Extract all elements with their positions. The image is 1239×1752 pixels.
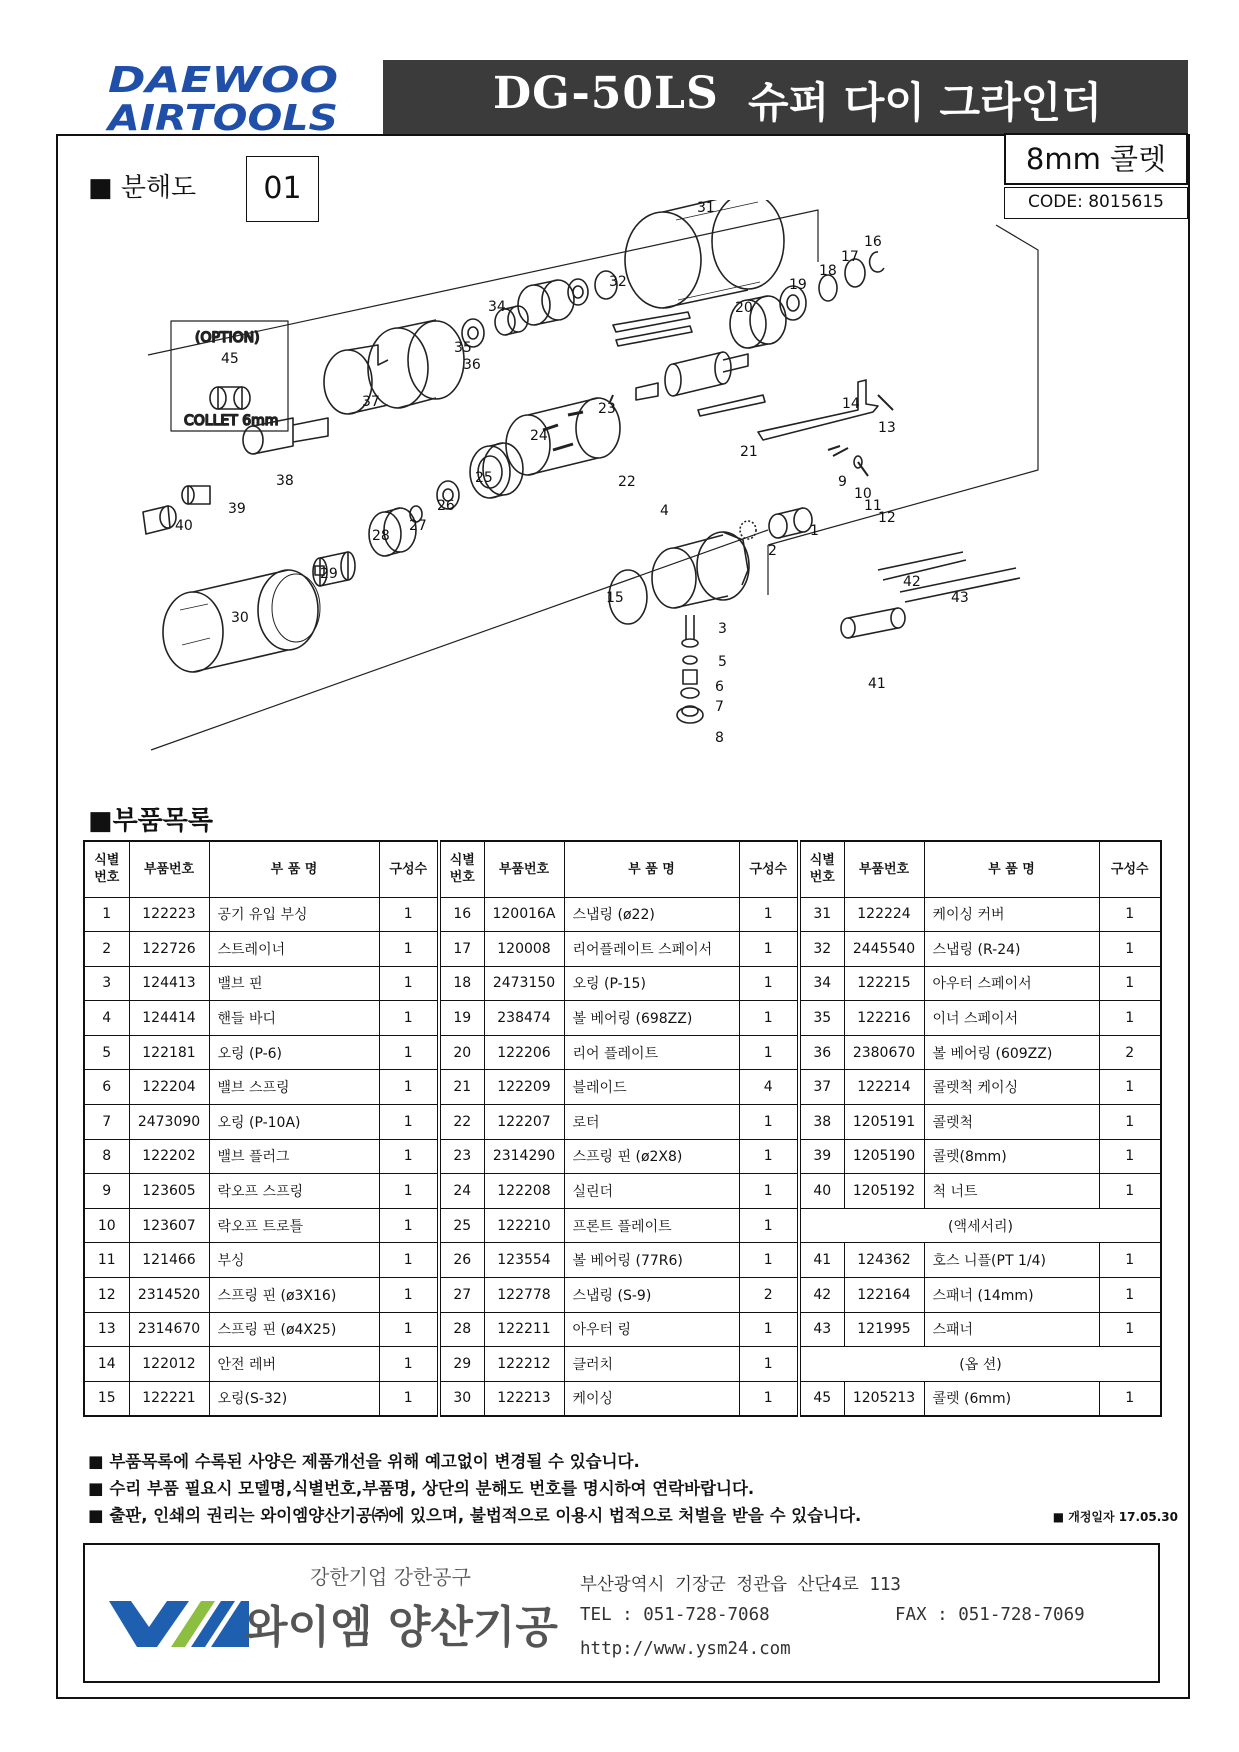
table-row [84, 1001, 1161, 1036]
part-id-cell: 4 [84, 1001, 129, 1036]
part-name-cell: 오링 (P-15) [564, 966, 739, 1001]
part-number-cell: 122778 [484, 1278, 564, 1313]
part-number-cell: 120008 [484, 932, 564, 967]
part-number-cell: 2314290 [484, 1139, 564, 1174]
part-id-cell: 35 [799, 1001, 844, 1036]
part-id-cell: 29 [439, 1347, 484, 1382]
notes [88, 1448, 1178, 1529]
svg-text:15: 15 [606, 590, 624, 606]
quantity-cell: 1 [739, 1001, 799, 1036]
company-address: 부산광역시 기장군 정관읍 산단4로 113 [580, 1575, 901, 1595]
svg-text:3: 3 [718, 621, 727, 637]
part-number-cell: 124413 [129, 966, 209, 1001]
part-name-cell: 스프링 핀 (ø2X8) [564, 1139, 739, 1174]
quantity-cell: 1 [379, 1035, 439, 1070]
note-repair-contact: ■ 수리 부품 필요시 모델명,식별번호,부품명, 상단의 분해도 번호를 명시하여 연락바랍니다. [88, 1479, 755, 1498]
part-number-cell: 122207 [484, 1105, 564, 1140]
quantity-cell: 1 [739, 1139, 799, 1174]
svg-text:22: 22 [618, 474, 636, 490]
svg-text:41: 41 [868, 676, 886, 692]
part-name-cell: 부싱 [209, 1243, 379, 1278]
title-bar [383, 60, 1188, 134]
part-id-cell: 28 [439, 1312, 484, 1347]
part-number-cell: 122726 [129, 932, 209, 967]
part-name-cell: 오링 (P-6) [209, 1035, 379, 1070]
svg-text:26: 26 [437, 498, 455, 514]
svg-text:35: 35 [454, 340, 472, 356]
part-id-cell: 5 [84, 1035, 129, 1070]
part-id-cell: 37 [799, 1070, 844, 1105]
part-name-cell: 스패너 [924, 1312, 1099, 1347]
section-label: (옵 션) [799, 1347, 1161, 1382]
part-number-cell: 1205190 [844, 1139, 924, 1174]
part-name-cell: 핸들 바디 [209, 1001, 379, 1036]
svg-text:2: 2 [768, 543, 777, 559]
exploded-view-title: ■ 분해도 [88, 173, 197, 203]
part-id-cell: 13 [84, 1312, 129, 1347]
table-row [84, 1174, 1161, 1209]
parts-list-title: ■부품목록 [88, 806, 214, 836]
quantity-header: 구성수 [379, 841, 439, 897]
part-id-cell: 31 [799, 897, 844, 932]
svg-text:4: 4 [660, 503, 669, 519]
svg-text:30: 30 [231, 610, 249, 626]
quantity-cell: 1 [739, 1243, 799, 1278]
part-number-cell: 122181 [129, 1035, 209, 1070]
svg-text:38: 38 [276, 473, 294, 489]
svg-text:16: 16 [864, 234, 882, 250]
exploded-diagram [58, 200, 1188, 840]
part-number-cell: 122210 [484, 1208, 564, 1243]
table-row [84, 1312, 1161, 1347]
part-number-cell: 122213 [484, 1381, 564, 1416]
svg-text:6: 6 [715, 679, 724, 695]
svg-text:25: 25 [475, 470, 493, 486]
svg-text:37: 37 [362, 394, 380, 410]
part-name-cell: 락오프 트로틀 [209, 1208, 379, 1243]
part-number-cell: 122224 [844, 897, 924, 932]
svg-text:19: 19 [789, 277, 807, 293]
part-name-cell: 볼 베어링 (698ZZ) [564, 1001, 739, 1036]
table-header-row [84, 841, 1161, 897]
part-name-cell: 스냅링 (S-9) [564, 1278, 739, 1313]
part-number-cell: 2473090 [129, 1105, 209, 1140]
part-name-cell: 스트레이너 [209, 932, 379, 967]
table-row [84, 1243, 1161, 1278]
quantity-cell: 1 [379, 1001, 439, 1036]
quantity-cell: 1 [1099, 1139, 1161, 1174]
part-id-cell: 40 [799, 1174, 844, 1209]
parts-table [83, 840, 1162, 1417]
part-id-cell: 22 [439, 1105, 484, 1140]
quantity-cell: 1 [1099, 1070, 1161, 1105]
quantity-cell: 1 [1099, 966, 1161, 1001]
quantity-cell: 1 [1099, 1174, 1161, 1209]
quantity-cell: 1 [379, 1070, 439, 1105]
part-number-cell: 122202 [129, 1139, 209, 1174]
svg-text:10: 10 [854, 486, 872, 502]
table-row [84, 1278, 1161, 1313]
part-id-cell: 14 [84, 1347, 129, 1382]
part-id-cell: 11 [84, 1243, 129, 1278]
svg-text:11: 11 [864, 498, 882, 514]
note-copyright: ■ 출판, 인쇄의 권리는 와이엠양산기공㈜에 있으며, 불법적으로 이용시 법적으로 처벌을 받을 수 있습니다. [88, 1506, 862, 1525]
section-label: (액세서리) [799, 1208, 1161, 1243]
quantity-header: 구성수 [1099, 841, 1161, 897]
part-name-header: 부 품 명 [564, 841, 739, 897]
part-id-cell: 24 [439, 1174, 484, 1209]
part-number-cell: 2314520 [129, 1278, 209, 1313]
part-name-cell: 리어 플레이트 [564, 1035, 739, 1070]
part-number-cell: 122204 [129, 1070, 209, 1105]
revision-date: ■ 개정일자 17.05.30 [1052, 1510, 1178, 1524]
svg-text:20: 20 [735, 300, 753, 316]
quantity-cell: 1 [739, 966, 799, 1001]
part-name-cell: 밸브 핀 [209, 966, 379, 1001]
company-tel: TEL : 051-728-7068 [580, 1605, 770, 1625]
part-number-header: 부품번호 [129, 841, 209, 897]
part-name-cell: 콜렛척 [924, 1105, 1099, 1140]
part-name-cell: 볼 베어링 (609ZZ) [924, 1035, 1099, 1070]
svg-text:9: 9 [838, 474, 847, 490]
part-name-cell: 리어플레이트 스페이서 [564, 932, 739, 967]
quantity-cell: 1 [379, 1139, 439, 1174]
part-number-cell: 122212 [484, 1347, 564, 1382]
part-name-cell: 오링 (P-10A) [209, 1105, 379, 1140]
company-url[interactable]: http://www.ysm24.com [580, 1639, 791, 1659]
svg-text:1: 1 [810, 523, 819, 539]
svg-text:13: 13 [878, 420, 896, 436]
quantity-cell: 1 [739, 1312, 799, 1347]
company-slogan: 강한기업 강한공구 [310, 1565, 471, 1589]
quantity-cell: 1 [739, 1347, 799, 1382]
part-number-cell: 122012 [129, 1347, 209, 1382]
part-number-cell: 123607 [129, 1208, 209, 1243]
svg-text:40: 40 [175, 518, 193, 534]
part-id-cell: 2 [84, 932, 129, 967]
table-row [84, 897, 1161, 932]
part-id-cell: 15 [84, 1381, 129, 1416]
part-number-cell: 122208 [484, 1174, 564, 1209]
part-name-cell: 공기 유입 부싱 [209, 897, 379, 932]
part-name-cell: 아우터 스페이서 [924, 966, 1099, 1001]
part-id-cell: 1 [84, 897, 129, 932]
collet-size: 8mm 콜렛 [1004, 133, 1188, 185]
part-name-cell: 안전 레버 [209, 1347, 379, 1382]
part-name-cell: 아우터 링 [564, 1312, 739, 1347]
part-number-header: 부품번호 [484, 841, 564, 897]
svg-text:45: 45 [221, 351, 239, 367]
svg-text:31: 31 [697, 200, 715, 216]
part-id-cell: 30 [439, 1381, 484, 1416]
part-number-cell: 124362 [844, 1243, 924, 1278]
svg-text:COLLET 6mm: COLLET 6mm [184, 413, 279, 429]
svg-text:18: 18 [819, 263, 837, 279]
part-name-cell: 볼 베어링 (77R6) [564, 1243, 739, 1278]
part-number-cell: 1205191 [844, 1105, 924, 1140]
part-number-cell: 2380670 [844, 1035, 924, 1070]
part-id-cell: 12 [84, 1278, 129, 1313]
table-row [84, 966, 1161, 1001]
quantity-cell: 1 [1099, 1381, 1161, 1416]
part-name-cell: 이너 스페이서 [924, 1001, 1099, 1036]
part-name-cell: 호스 니플(PT 1/4) [924, 1243, 1099, 1278]
part-number-cell: 121995 [844, 1312, 924, 1347]
part-id-cell: 25 [439, 1208, 484, 1243]
svg-text:28: 28 [372, 528, 390, 544]
svg-text:5: 5 [718, 654, 727, 670]
part-id-cell: 20 [439, 1035, 484, 1070]
quantity-cell: 1 [739, 1105, 799, 1140]
quantity-cell: 1 [739, 1208, 799, 1243]
part-number-cell: 123605 [129, 1174, 209, 1209]
sheet-number: 01 [246, 156, 319, 222]
part-name-header: 부 품 명 [924, 841, 1099, 897]
svg-text:17: 17 [841, 249, 859, 265]
quantity-cell: 1 [1099, 932, 1161, 967]
svg-text:42: 42 [903, 574, 921, 590]
part-name-cell: 스패너 (14mm) [924, 1278, 1099, 1313]
svg-text:12: 12 [878, 510, 896, 526]
part-name-cell: 케이싱 [564, 1381, 739, 1416]
quantity-cell: 1 [739, 1035, 799, 1070]
part-number-cell: 120016A [484, 897, 564, 932]
table-row [84, 1381, 1161, 1416]
part-number-cell: 122206 [484, 1035, 564, 1070]
part-id-cell: 39 [799, 1139, 844, 1174]
no-header: 식별 번호 [84, 841, 129, 897]
quantity-cell: 1 [1099, 1243, 1161, 1278]
no-header: 식별 번호 [439, 841, 484, 897]
quantity-cell: 1 [1099, 1278, 1161, 1313]
quantity-cell: 1 [379, 1243, 439, 1278]
part-id-cell: 3 [84, 966, 129, 1001]
part-number-cell: 124414 [129, 1001, 209, 1036]
part-number-cell: 123554 [484, 1243, 564, 1278]
part-name-cell: 락오프 스프링 [209, 1174, 379, 1209]
part-id-cell: 18 [439, 966, 484, 1001]
svg-text:8: 8 [715, 730, 724, 746]
part-name-cell: 클러치 [564, 1347, 739, 1382]
svg-text:32: 32 [609, 274, 627, 290]
part-id-cell: 32 [799, 932, 844, 967]
part-number-cell: 238474 [484, 1001, 564, 1036]
part-id-cell: 36 [799, 1035, 844, 1070]
part-number-cell: 122223 [129, 897, 209, 932]
part-number-header: 부품번호 [844, 841, 924, 897]
note-spec-change: ■ 부품목록에 수록된 사양은 제품개선을 위해 예고없이 변경될 수 있습니다. [88, 1452, 640, 1471]
quantity-cell: 4 [739, 1070, 799, 1105]
svg-text:21: 21 [740, 444, 758, 460]
part-id-cell: 7 [84, 1105, 129, 1140]
table-row [84, 1208, 1161, 1243]
product-name: 슈퍼 다이 그라인더 [748, 78, 1102, 127]
part-name-cell: 블레이드 [564, 1070, 739, 1105]
quantity-cell: 1 [379, 1105, 439, 1140]
company-name: 와이엠 양산기공 [245, 1602, 558, 1653]
quantity-cell: 1 [379, 1381, 439, 1416]
part-number-cell: 2314670 [129, 1312, 209, 1347]
quantity-cell: 1 [379, 932, 439, 967]
svg-text:23: 23 [598, 401, 616, 417]
quantity-cell: 1 [379, 1278, 439, 1313]
quantity-cell: 1 [379, 1208, 439, 1243]
part-name-cell: 밸브 스프링 [209, 1070, 379, 1105]
part-number-cell: 122211 [484, 1312, 564, 1347]
table-row [84, 1105, 1161, 1140]
part-name-cell: 척 너트 [924, 1174, 1099, 1209]
ym-logo [109, 1597, 249, 1651]
model-name: DG-50LS [493, 68, 719, 119]
table-row [84, 1139, 1161, 1174]
svg-text:34: 34 [488, 299, 506, 315]
svg-text:24: 24 [530, 428, 548, 444]
quantity-cell: 1 [1099, 1001, 1161, 1036]
part-number-cell: 2473150 [484, 966, 564, 1001]
svg-text:(OPTION): (OPTION) [195, 330, 260, 346]
part-id-cell: 27 [439, 1278, 484, 1313]
quantity-cell: 1 [379, 897, 439, 932]
part-id-cell: 26 [439, 1243, 484, 1278]
part-number-cell: 122221 [129, 1381, 209, 1416]
svg-text:14: 14 [842, 396, 860, 412]
quantity-cell: 1 [379, 1174, 439, 1209]
quantity-cell: 1 [739, 932, 799, 967]
daewoo-airtools-logo [104, 58, 344, 134]
part-name-cell: 콜렛(8mm) [924, 1139, 1099, 1174]
part-number-cell: 122214 [844, 1070, 924, 1105]
product-code: CODE: 8015615 [1004, 187, 1188, 219]
table-row [84, 1035, 1161, 1070]
svg-text:29: 29 [320, 566, 338, 582]
company-footer [83, 1543, 1160, 1683]
quantity-cell: 2 [1099, 1035, 1161, 1070]
no-header: 식별 번호 [799, 841, 844, 897]
quantity-cell: 1 [739, 1174, 799, 1209]
part-number-cell: 1205213 [844, 1381, 924, 1416]
part-id-cell: 23 [439, 1139, 484, 1174]
svg-text:43: 43 [951, 590, 969, 606]
quantity-cell: 1 [1099, 897, 1161, 932]
part-number-cell: 122215 [844, 966, 924, 1001]
svg-text:AIRTOOLS: AIRTOOLS [104, 98, 338, 134]
part-name-cell: 실린더 [564, 1174, 739, 1209]
part-id-cell: 17 [439, 932, 484, 967]
svg-text:DAEWOO: DAEWOO [108, 60, 338, 101]
part-name-cell: 스냅링 (R-24) [924, 932, 1099, 967]
table-row [84, 1347, 1161, 1382]
part-name-cell: 스프링 핀 (ø3X16) [209, 1278, 379, 1313]
part-name-cell: 오링(S-32) [209, 1381, 379, 1416]
part-name-cell: 스프링 핀 (ø4X25) [209, 1312, 379, 1347]
part-number-cell: 121466 [129, 1243, 209, 1278]
part-name-header: 부 품 명 [209, 841, 379, 897]
part-id-cell: 10 [84, 1208, 129, 1243]
part-id-cell: 9 [84, 1174, 129, 1209]
svg-text:39: 39 [228, 501, 246, 517]
part-name-cell: 스냅링 (ø22) [564, 897, 739, 932]
part-number-cell: 122164 [844, 1278, 924, 1313]
quantity-cell: 2 [739, 1278, 799, 1313]
quantity-cell: 1 [379, 1312, 439, 1347]
part-id-cell: 16 [439, 897, 484, 932]
part-name-cell: 로터 [564, 1105, 739, 1140]
part-id-cell: 19 [439, 1001, 484, 1036]
svg-text:36: 36 [463, 357, 481, 373]
table-row [84, 1070, 1161, 1105]
company-fax: FAX : 051-728-7069 [895, 1605, 1085, 1625]
part-id-cell: 41 [799, 1243, 844, 1278]
part-id-cell: 21 [439, 1070, 484, 1105]
svg-text:7: 7 [715, 699, 724, 715]
quantity-cell: 1 [739, 897, 799, 932]
part-name-cell: 밸브 플러그 [209, 1139, 379, 1174]
part-id-cell: 38 [799, 1105, 844, 1140]
quantity-cell: 1 [379, 966, 439, 1001]
quantity-header: 구성수 [739, 841, 799, 897]
part-number-cell: 1205192 [844, 1174, 924, 1209]
part-id-cell: 45 [799, 1381, 844, 1416]
quantity-cell: 1 [1099, 1105, 1161, 1140]
part-id-cell: 6 [84, 1070, 129, 1105]
quantity-cell: 1 [379, 1347, 439, 1382]
part-name-cell: 프론트 플레이트 [564, 1208, 739, 1243]
quantity-cell: 1 [739, 1381, 799, 1416]
quantity-cell: 1 [1099, 1312, 1161, 1347]
part-id-cell: 42 [799, 1278, 844, 1313]
part-name-cell: 콜렛 (6mm) [924, 1381, 1099, 1416]
svg-text:27: 27 [409, 518, 427, 534]
part-name-cell: 케이싱 커버 [924, 897, 1099, 932]
part-id-cell: 8 [84, 1139, 129, 1174]
part-number-cell: 122216 [844, 1001, 924, 1036]
table-row [84, 932, 1161, 967]
part-id-cell: 34 [799, 966, 844, 1001]
part-number-cell: 2445540 [844, 932, 924, 967]
part-id-cell: 43 [799, 1312, 844, 1347]
part-number-cell: 122209 [484, 1070, 564, 1105]
part-name-cell: 콜렛척 케이싱 [924, 1070, 1099, 1105]
